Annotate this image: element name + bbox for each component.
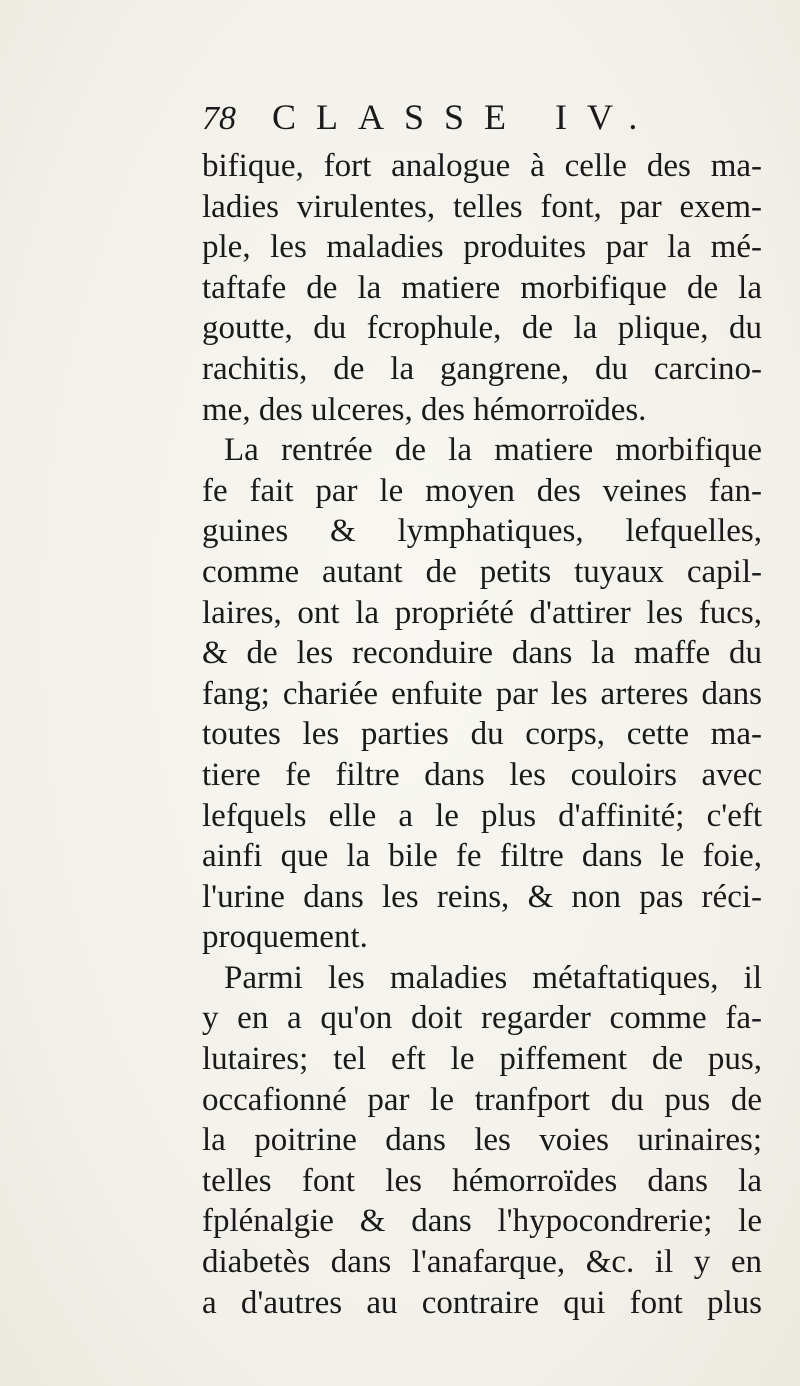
text-line: proquement. xyxy=(202,919,368,956)
text-line: rachitis, de la gangrene, du carcino- xyxy=(202,350,762,387)
running-head: CLASSE IV. xyxy=(272,97,658,137)
text-line: a d'autres au contraire qui font plus xyxy=(202,1284,762,1321)
text-line: diabetès dans l'anafarque, &c. il y en xyxy=(202,1244,762,1281)
text-line: fe fait par le moyen des veines fan- xyxy=(202,472,762,509)
text-line: fang; chariée enfuite par les arteres dans xyxy=(202,675,762,712)
text-line: la poitrine dans les voies urinaires; xyxy=(202,1122,762,1159)
page-number: 78 xyxy=(202,100,236,137)
text-line: occafionné par le tranfport du pus de xyxy=(202,1081,762,1118)
text-line: laires, ont la propriété d'attirer les fucs, xyxy=(202,594,762,631)
text-line: Parmi les maladies métaftatiques, il xyxy=(224,959,762,996)
text-line: toutes les parties du corps, cette ma- xyxy=(202,716,762,753)
page-header xyxy=(202,96,722,140)
text-line: ladies virulentes, telles font, par exem- xyxy=(202,188,762,225)
text-line: & de les reconduire dans la maffe du xyxy=(202,635,762,672)
text-line: comme autant de petits tuyaux capil- xyxy=(202,553,762,590)
text-line: lefquels elle a le plus d'affinité; c'eft xyxy=(202,797,762,834)
text-line: l'urine dans les reins, & non pas réci- xyxy=(202,878,762,915)
text-line: goutte, du fcrophule, de la plique, du xyxy=(202,310,762,347)
text-line: taftafe de la matiere morbifique de la xyxy=(202,269,762,306)
text-line: tiere fe filtre dans les couloirs avec xyxy=(202,756,762,793)
text-line: ainfi que la bile fe filtre dans le foie, xyxy=(202,838,762,875)
text-line: lutaires; tel eft le piffement de pus, xyxy=(202,1041,762,1078)
text-line: telles font les hémorroïdes dans la xyxy=(202,1162,762,1199)
text-line: ple, les maladies produites par la mé- xyxy=(202,229,762,266)
text-line: y en a qu'on doit regarder comme fa- xyxy=(202,1000,762,1037)
text-line: guines & lymphatiques, lefquelles, xyxy=(202,513,762,550)
text-line: bifique, fort analogue à celle des ma- xyxy=(202,148,762,184)
text-line: La rentrée de la matiere morbifique xyxy=(224,432,762,469)
text-line: me, des ulceres, des hémorroïdes. xyxy=(202,391,647,428)
text-line: fplénalgie & dans l'hypocondrerie; le xyxy=(202,1203,762,1240)
body-text xyxy=(202,146,762,1323)
